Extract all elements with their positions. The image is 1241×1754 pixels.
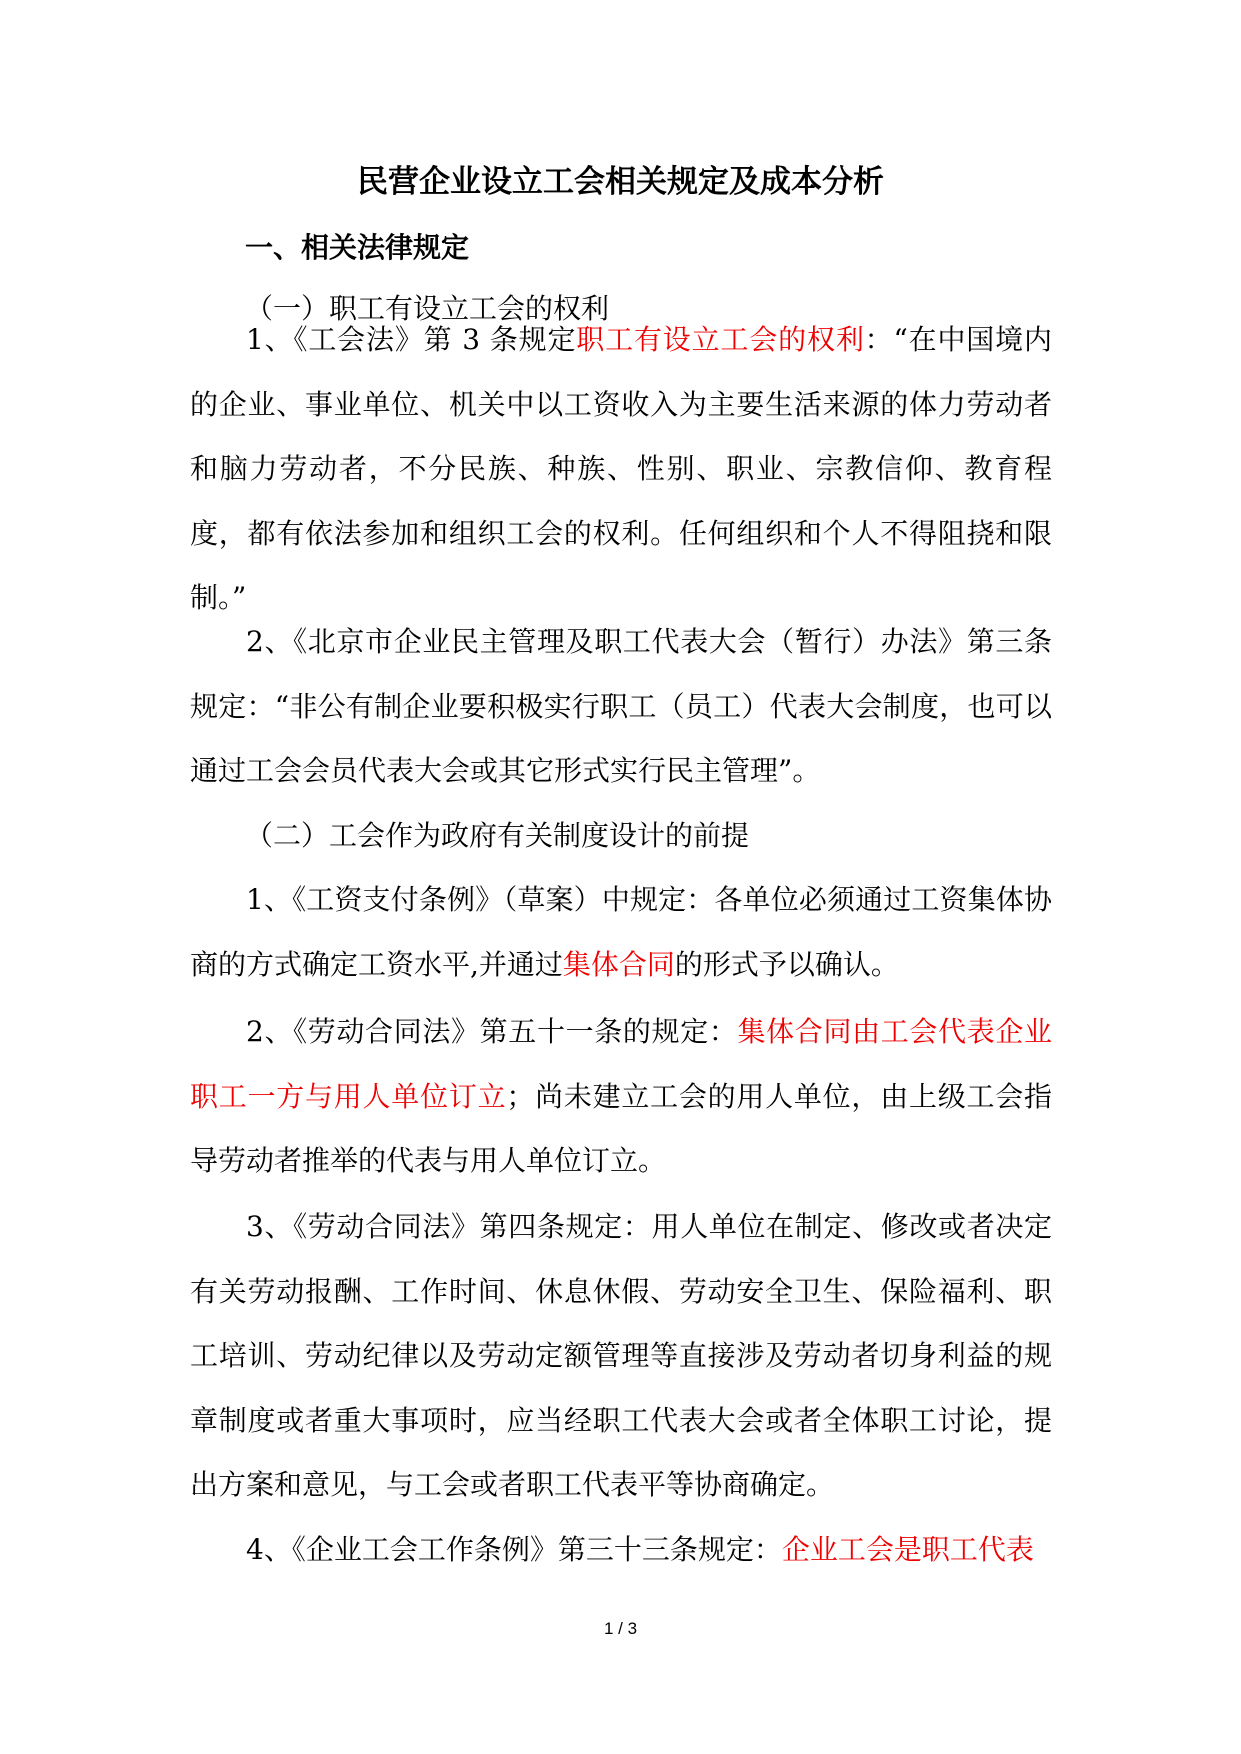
highlight-text: 企业工会是职工代表	[781, 1533, 1034, 1566]
paragraph-2-3: 3、《劳动合同法》第四条规定：用人单位在制定、修改或者决定有关劳动报酬、工作时间、休息休假、劳动安全卫生、保险福利、职工培训、劳动纪律以及劳动定额管理等直接涉及劳动者切身利益的规章制度或者重大事项时，应当经职工代表大会或者全体职工讨论，提出方案和意见，与工会或者职工代表平等协商确定。	[190, 1210, 1052, 1502]
paragraph-1-2: 2、《北京市企业民主管理及职工代表大会（暂行）办法》第三条规定：“非公有制企业要积极实行职工（员工）代表大会制度，也可以通过工会会员代表大会或其它形式实行民主管理”。	[190, 625, 1052, 788]
subsection-heading-1: （一）职工有设立工会的权利	[245, 292, 610, 325]
paragraph-2-4: 4、《企业工会工作条例》第三十三条规定：企业工会是职工代表	[246, 1533, 1034, 1566]
paragraph-2-2: 2、《劳动合同法》第五十一条的规定：集体合同由工会代表企业职工一方与用人单位订立；尚未建立工会的用人单位，由上级工会指导劳动者推举的代表与用人单位订立。	[190, 1015, 1052, 1178]
section-heading: 一、相关法律规定	[245, 231, 470, 264]
subsection-heading-2: （二）工会作为政府有关制度设计的前提	[245, 819, 750, 852]
highlight-text: 集体合同由工会代表企业职工一方与用人单位订立	[190, 1015, 1052, 1113]
highlight-text: 集体合同	[562, 947, 675, 981]
document-title: 民营企业设立工会相关规定及成本分析	[357, 164, 884, 200]
paragraph-2-1: 1、《工资支付条例》（草案）中规定：各单位必须通过工资集体协商的方式确定工资水平,并通过集体合同的形式予以确认。	[190, 883, 1052, 981]
highlight-text: 职工有设立工会的权利	[576, 323, 865, 356]
page-number: 1 / 3	[603, 1619, 638, 1638]
paragraph-1-1: 1、《工会法》第 3 条规定职工有设立工会的权利：“在中国境内的企业、事业单位、机关中以工资收入为主要生活来源的体力劳动者和脑力劳动者，不分民族、种族、性别、职业、宗教信仰、教育程度，都有依法参加和组织工会的权利。任何组织和个人不得阻挠和限制。”	[190, 323, 1052, 615]
